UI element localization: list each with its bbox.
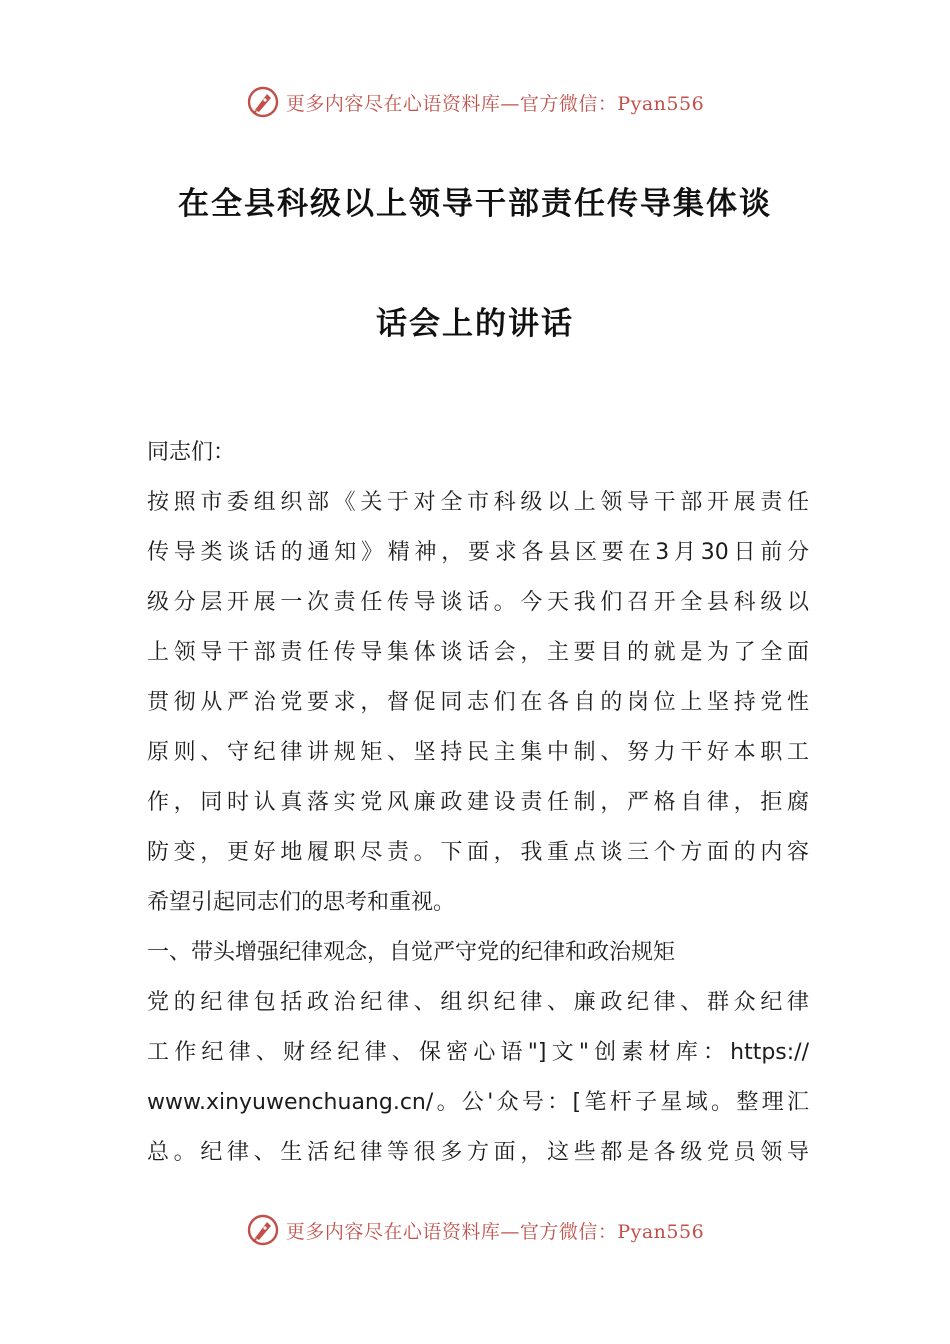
body-line: 工作纪律、财经纪律、保密心语"]文"创素材库：https:// bbox=[147, 1040, 809, 1065]
header-watermark-banner bbox=[0, 80, 950, 124]
body-line: 上领导干部责任传导集体谈话会，主要目的就是为了全面 bbox=[147, 640, 809, 665]
banner-text: 更多内容尽在心语资料库—官方微信：Pyan556 bbox=[285, 1220, 705, 1243]
document-title-line-1: 在全县科级以上领导干部责任传导集体谈 bbox=[178, 186, 772, 222]
body-line: 贯彻从严治党要求，督促同志们在各自的岗位上坚持党性 bbox=[147, 690, 809, 715]
body-line: 传导类谈话的通知》精神，要求各县区要在3月30日前分 bbox=[147, 540, 809, 565]
body-line: 总。纪律、生活纪律等很多方面，这些都是各级党员领导 bbox=[147, 1140, 809, 1165]
pen-nib-logo-icon bbox=[246, 85, 280, 119]
body-line: 作，同时认真落实党风廉政建设责任制，严格自律，拒腐 bbox=[147, 790, 809, 815]
body-line: 希望引起同志们的思考和重视。 bbox=[147, 890, 456, 915]
document-body bbox=[147, 428, 809, 1178]
footer-watermark-banner bbox=[0, 1208, 950, 1252]
document-title-line-2: 话会上的讲话 bbox=[376, 306, 574, 342]
body-line: 级分层开展一次责任传导谈话。今天我们召开全县科级以 bbox=[147, 590, 809, 615]
body-line: www.xinyuwenchuang.cn/。公'众号：[笔杆子星域。整理汇 bbox=[147, 1090, 809, 1115]
salutation: 同志们： bbox=[147, 440, 236, 465]
body-line: 防变，更好地履职尽责。下面，我重点谈三个方面的内容 bbox=[147, 840, 809, 865]
banner-text: 更多内容尽在心语资料库—官方微信：Pyan556 bbox=[285, 92, 705, 115]
section-heading: 一、带头增强纪律观念，自觉严守党的纪律和政治规矩 bbox=[147, 940, 676, 965]
body-line: 原则、守纪律讲规矩、坚持民主集中制、努力干好本职工 bbox=[147, 740, 809, 765]
body-line: 按照市委组织部《关于对全市科级以上领导干部开展责任 bbox=[147, 490, 809, 515]
body-line: 党的纪律包括政治纪律、组织纪律、廉政纪律、群众纪律 bbox=[147, 990, 809, 1015]
pen-nib-logo-icon bbox=[246, 1213, 280, 1247]
